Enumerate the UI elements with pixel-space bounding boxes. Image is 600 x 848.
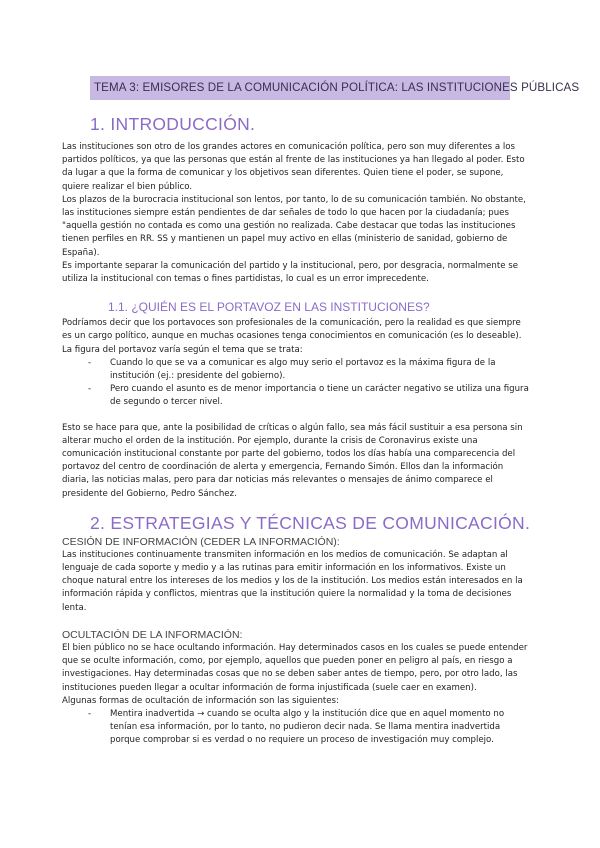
subsection-1-1-closing: Esto se hace para que, ante la posibilidad de críticas o algún fallo, sea más fácil sustituir a esa persona sin alterar mucho el orden de la institución. Por ejemplo, durante la crisis de Coronavirus existe una comunicación institucional constante por parte del gobierno, todos los días había una comparecencia del portavoz del centro de coordinación de alerta y emergencia, Fernando Simón. Ellos dan la información diaria, las noticias malas, pero para dar noticias más relevantes o mensajes de ánimo comparece el presidente del Gobierno, Pedro Sánchez. [62, 422, 523, 499]
topic-banner [90, 76, 580, 100]
subsection-1-1-title: 1.1. ¿QUIÉN ES EL PORTAVOZ EN LAS INSTITUCIONES? [108, 300, 430, 315]
section-2-title: 2. ESTRATEGIAS Y TÉCNICAS DE COMUNICACIÓN. [90, 512, 531, 533]
ocultacion-title: OCULTACIÓN DE LA INFORMACIÓN: [62, 628, 243, 641]
list-item-text: Mentira inadvertida → cuando se oculta algo y la institución dice que en aquel momento no tenían esa información, por lo tanto, no pudieron decir nada. Se llama mentira inadvertida porque comprobar si es verdad o no requiere un proceso de investigación muy complejo. [110, 708, 505, 746]
list-item-text: Pero cuando el asunto es de menor importancia o tiene un carácter negativo se utiliza una figura de segundo o tercer nivel. [110, 384, 529, 408]
list-item [62, 357, 532, 383]
list-item-text: Cuando lo que se va a comunicar es algo muy serio el portavoz es la máxima figura de la institución (ej.: presidente del gobierno). [110, 357, 496, 382]
subsection-1-1-intro: Podríamos decir que los portavoces son profesionales de la comunicación, pero la realidad es que siempre es un cargo político, aunque en muchas ocasiones tenga conocimientos en comunicación (es lo deseable). La figura del portavoz varía según el tema que se trata: [62, 318, 522, 355]
section-1-paragraph-2: Los plazos de la burocracia institucional son lentos, por tanto, lo de su comunicación también. No obstante, las instituciones siempre están pendientes de dar señales de todo lo que hacen por la ciudadanía; pues "aquella gestión no contada es como una gestión no realizada. Cabe destacar que todas las instituciones tienen perfiles en RR. SS y mantienen un papel muy activo en ellas (ministerio de sanidad, gobierno de España). [62, 194, 526, 258]
bullet-dash: - [88, 708, 92, 719]
cesion-paragraph: Las instituciones continuamente transmiten información en los medios de comunicación. Se adaptan al lenguaje de cada soporte y medio y a las rutinas para emitir información en los informativos. Existe un choque natural entre los intereses de los medios y los de la institución. Los medios están interesados en la información rápida y conflictos, mientras que la institución quiere la normalidad y la toma de decisiones lenta. [62, 549, 523, 613]
bullet-dash: - [88, 384, 92, 395]
document-body [62, 108, 532, 748]
list-item [62, 708, 532, 748]
bullet-dash: - [88, 357, 92, 368]
section-1-paragraph-3: Es importante separar la comunicación del partido y la institucional, pero, por desgracia, normalmente se utiliza la institucional con temas o fines partidistas, lo cual es un error imprecedente. [62, 260, 519, 285]
ocultacion-forms-intro: Algunas formas de ocultación de información son las siguientes: [62, 695, 339, 706]
section-1-paragraph-1: Las instituciones son otro de los grandes actores en comunicación política, pero son muy diferentes a los partidos políticos, ya que las personas que están al frente de las instituciones ya han llegado al poder. Esto da lugar a que la forma de comunicar y los objetivos sean diferentes. Quien tiene el poder, se supone, quiere realizar el bien público. [62, 142, 525, 192]
topic-banner-text: TEMA 3: EMISORES DE LA COMUNICACIÓN POLÍTICA: LAS INSTITUCIONES PÚBLICAS [90, 76, 510, 100]
ocultacion-bullet-list [62, 708, 532, 748]
ocultacion-paragraph: El bien público no se hace ocultando información. Hay determinados casos en los cuales se puede entender que se oculte información, como, por ejemplo, aquellos que pueden poner en peligro al país, en riesgo a investigaciones. Hay determinadas cosas que no se deben saber antes de tiempo, pero, por otro lado, las instituciones pueden llegar a ocultar información de forma injustificada (suele caer en examen). [62, 642, 528, 693]
portavoz-bullet-list [62, 357, 532, 410]
cesion-title: CESIÓN DE INFORMACIÓN (CEDER LA INFORMACIÓN): [62, 535, 340, 548]
list-item [62, 383, 532, 409]
section-1-title: 1. INTRODUCCIÓN. [90, 114, 256, 134]
